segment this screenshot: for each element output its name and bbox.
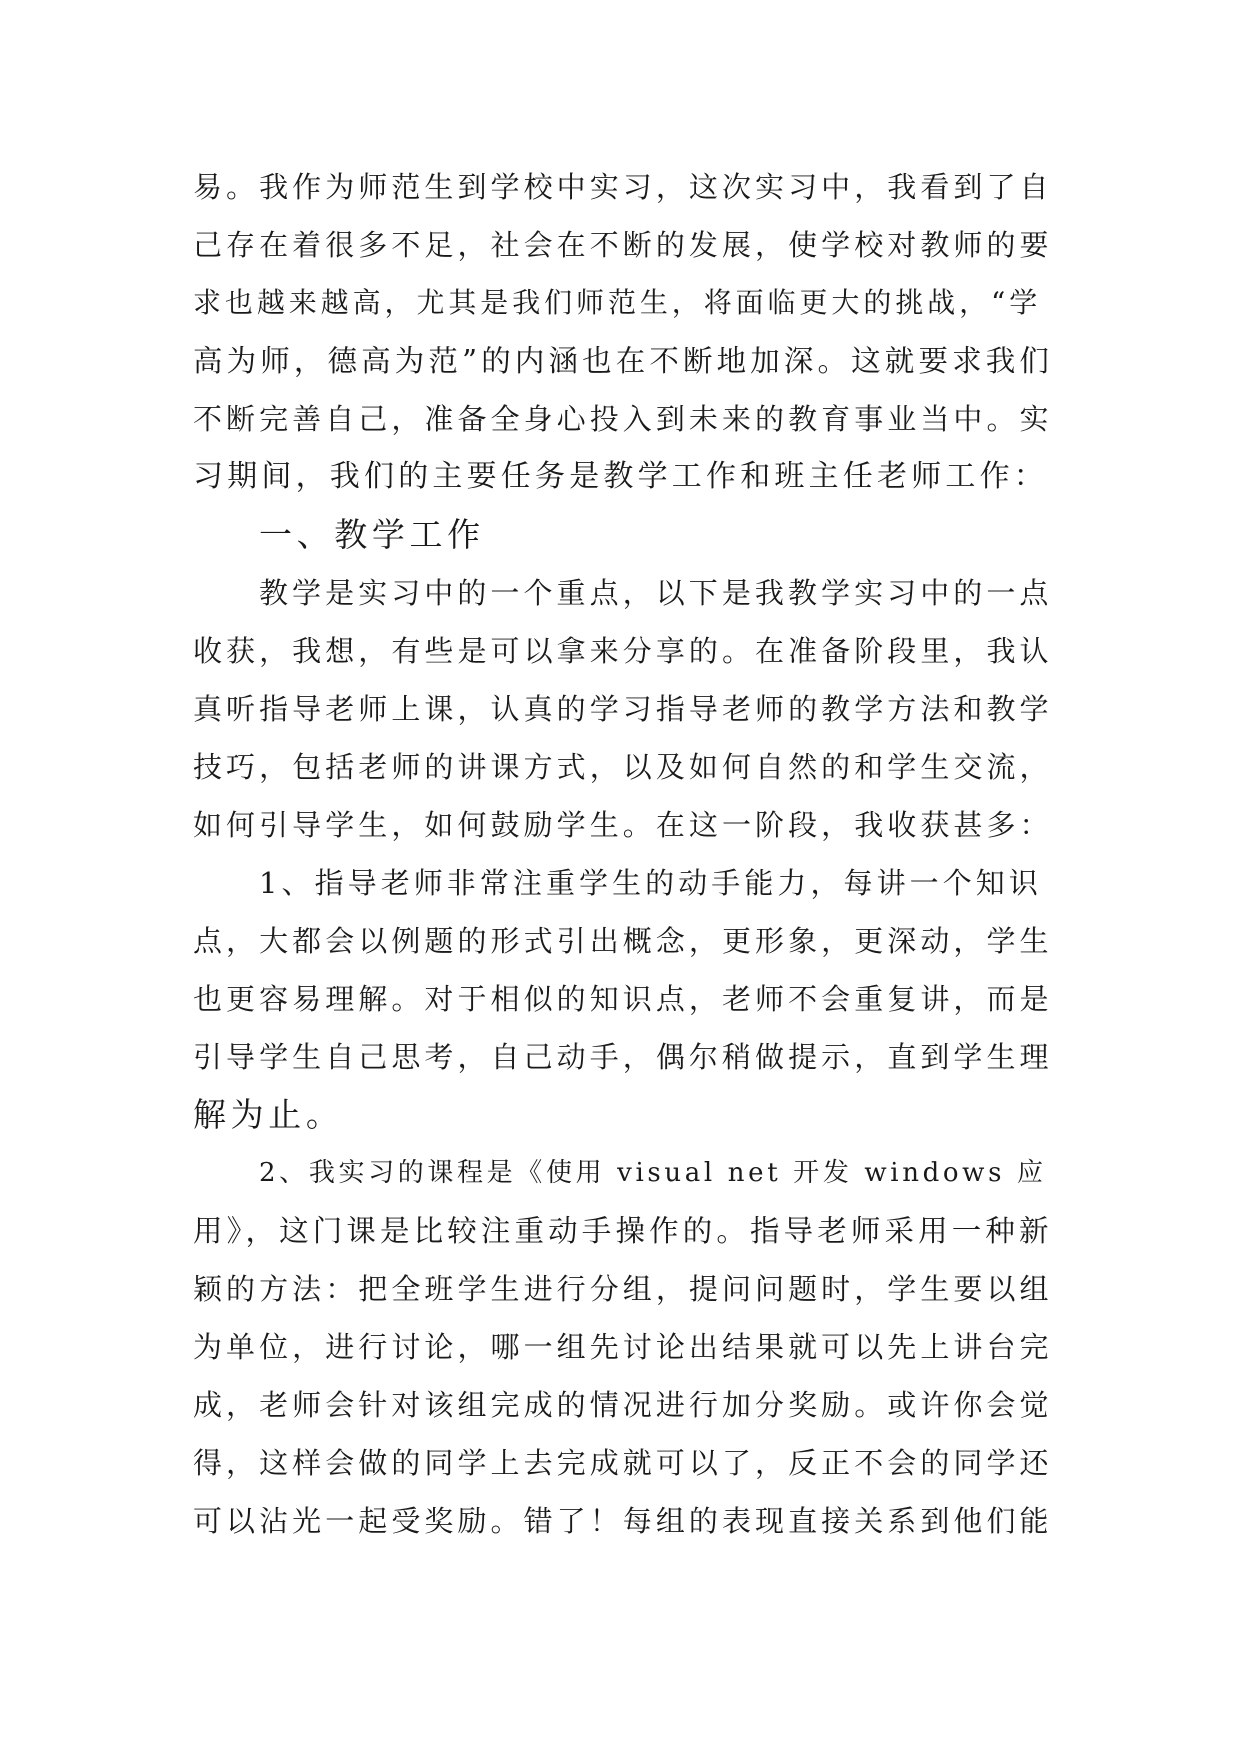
text-line: 用》，这门课是比较注重动手操作的。指导老师采用一种新 — [193, 1214, 1053, 1248]
text-line: 为单位，进行讨论，哪一组先讨论出结果就可以先上讲台完 — [193, 1330, 1053, 1364]
text-line: 高为师，德高为范”的内涵也在不断地加深。这就要求我们 — [193, 344, 1053, 378]
text-line: 2、我实习的课程是《使用 visual net 开发 windows 应 — [259, 1158, 1047, 1188]
text-line: 一、教学工作 — [259, 515, 485, 554]
text-line: 教学是实习中的一个重点，以下是我教学实习中的一点 — [259, 576, 1053, 610]
text-line: 求也越来越高，尤其是我们师范生，将面临更大的挑战，“学 — [193, 286, 1042, 319]
text-line: 技巧，包括老师的讲课方式，以及如何自然的和学生交流， — [193, 750, 1053, 784]
text-line: 可以沾光一起受奖励。错了！每组的表现直接关系到他们能 — [193, 1504, 1053, 1538]
text-line: 收获，我想，有些是可以拿来分享的。在准备阶段里，我认 — [193, 634, 1053, 668]
text-line: 也更容易理解。对于相似的知识点，老师不会重复讲，而是 — [193, 982, 1053, 1016]
text-line: 不断完善自己，准备全身心投入到未来的教育事业当中。实 — [193, 402, 1053, 436]
text-line: 习期间，我们的主要任务是教学工作和班主任老师工作： — [193, 459, 1048, 494]
text-line: 得，这样会做的同学上去完成就可以了，反正不会的同学还 — [193, 1446, 1053, 1480]
text-line: 引导学生自己思考，自己动手，偶尔稍做提示，直到学生理 — [193, 1040, 1053, 1074]
text-line: 真听指导老师上课，认真的学习指导老师的教学方法和教学 — [193, 692, 1053, 726]
text-line: 成，老师会针对该组完成的情况进行加分奖励。或许你会觉 — [193, 1388, 1053, 1422]
text-line: 解为止。 — [193, 1095, 344, 1134]
text-line: 点，大都会以例题的形式引出概念，更形象，更深动，学生 — [193, 924, 1053, 958]
body-text — [193, 158, 1053, 1550]
text-line: 易。我作为师范生到学校中实习，这次实习中，我看到了自 — [193, 170, 1053, 204]
text-line: 己存在着很多不足，社会在不断的发展，使学校对教师的要 — [193, 228, 1053, 262]
text-line: 1、指导老师非常注重学生的动手能力，每讲一个知识 — [259, 866, 1042, 900]
text-line: 颖的方法：把全班学生进行分组，提问问题时，学生要以组 — [193, 1272, 1053, 1306]
text-line: 如何引导学生，如何鼓励学生。在这一阶段，我收获甚多： — [193, 808, 1053, 842]
